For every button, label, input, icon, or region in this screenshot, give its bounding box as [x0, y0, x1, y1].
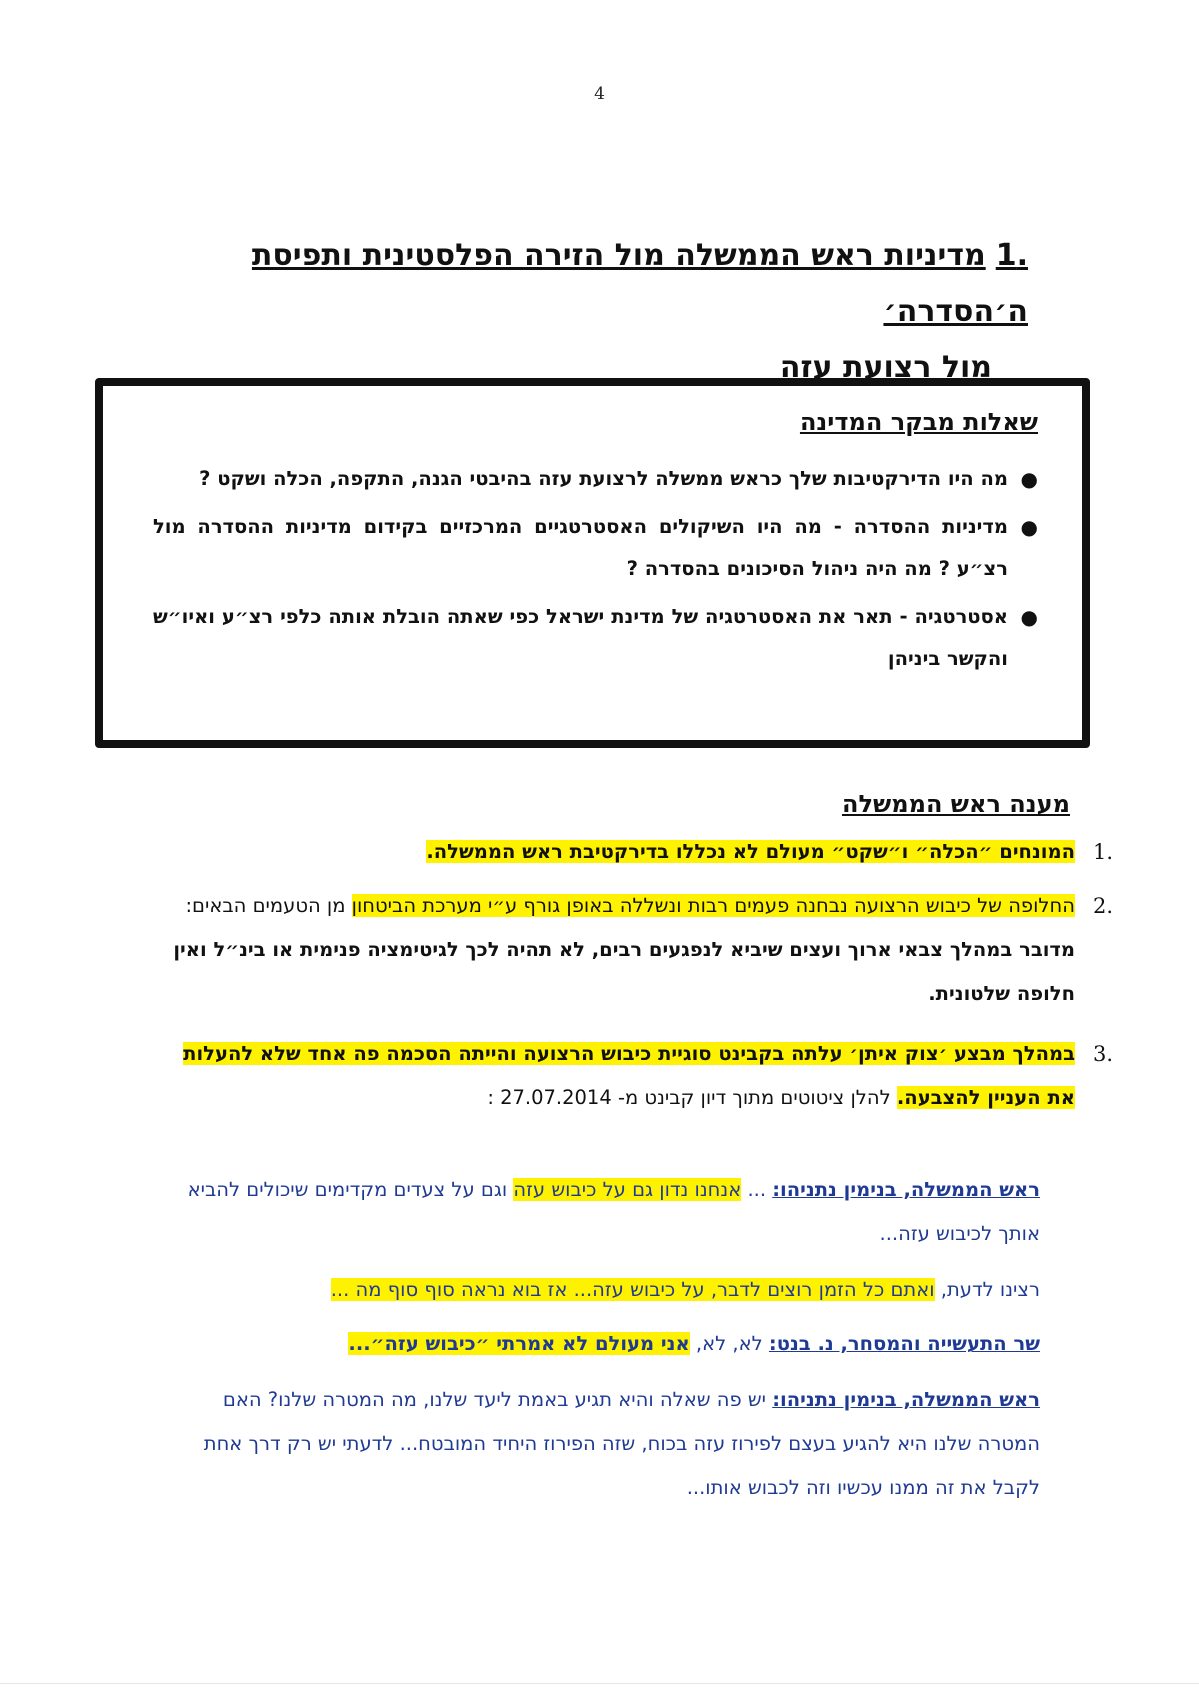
item-bold-text: מדובר במהלך צבאי ארוך ועצים שיביא לנפגעים רבים, לא תהיה לכך לגיטימציה פנימית או בינ״ל ואין חלופה שלטונית. [173, 938, 1075, 1005]
quote-speaker: ראש הממשלה, בנימין נתניהו: [772, 1388, 1040, 1411]
item-highlight-text: החלופה של כיבוש הרצועה נבחנה פעמים רבות ונשללה באופן גורף ע״י מערכת הביטחון [351, 894, 1075, 917]
item-number: .3 [1092, 1042, 1113, 1066]
section-heading [150, 228, 1028, 396]
questions-box [95, 378, 1090, 748]
question-text: מה היו הדירקטיבות שלך כראש ממשלה לרצועת עזה בהיבטי הגנה, התקפה, הכלה ושקט ? [199, 467, 1008, 490]
question-text: אסטרטגיה - תאר את האסטרטגיה של מדינת ישראל כפי שאתה הובלת אותה כלפי רצ״ע ואיו״ש והקשר ביניהן [153, 605, 1008, 670]
quote-highlight: אני מעולם לא אמרתי ״כיבוש עזה״... [348, 1332, 690, 1355]
response-title: מענה ראש הממשלה [842, 790, 1070, 818]
item-highlight-text: במהלך מבצע ׳צוק איתן׳ עלתה בקבינט סוגיית כיבוש הרצועה והייתה הסכמה פה אחד שלא להעלות את העניין להצבעה. [183, 1042, 1075, 1109]
quote-speaker: שר התעשייה והמסחר, נ. בנט: [768, 1332, 1040, 1355]
heading-line-1: מדיניות ראש הממשלה מול הזירה הפלסטינית ותפיסת ה׳הסדרה׳ [251, 238, 1028, 329]
item-text: המונחים ״הכלה״ ו״שקט״ מעולם לא נכללו בדירקטיבת ראש הממשלה. [426, 840, 1075, 863]
question-item [153, 458, 1038, 500]
heading-line-2: מול רצועת עזה [779, 350, 992, 385]
item-number: .2 [1092, 894, 1113, 918]
question-text: מדיניות ההסדרה - מה היו השיקולים האסטרטגיים המרכזיים בקידום מדיניות ההסדרה מול רצ״ע ? מה היה ניהול הסיכונים בהסדרה ? [153, 515, 1008, 580]
bullet-icon: ● [1020, 515, 1038, 539]
questions-list [153, 458, 1038, 680]
quote-text: וגם על צעדים מקדימים שיכולים להביא אותך לכיבוש עזה... [187, 1178, 1040, 1245]
bullet-icon: ● [1020, 467, 1038, 491]
quote-text: לא, לא, [695, 1332, 763, 1355]
quote-text: ... [747, 1178, 767, 1201]
quote-highlight: אנחנו נדון גם על כיבוש עזה [513, 1178, 742, 1201]
quote-3 [160, 1322, 1040, 1366]
bullet-icon: ● [1020, 605, 1038, 629]
quote-1 [160, 1168, 1040, 1256]
response-item-1 [160, 830, 1113, 874]
questions-box-title: שאלות מבקר המדינה [799, 408, 1038, 436]
page-number: 4 [594, 84, 605, 104]
quote-highlight: ואתם כל הזמן רוצים לדבר, על כיבוש עזה... אז בוא נראה סוף סוף מה ... [330, 1278, 935, 1301]
response-item-3 [160, 1032, 1113, 1120]
quote-2 [160, 1268, 1040, 1312]
quote-speaker: ראש הממשלה, בנימין נתניהו: [772, 1178, 1040, 1201]
page-bottom-rule [0, 1683, 1199, 1684]
response-item-2 [160, 884, 1113, 1016]
item-plain-text: להלן ציטוטים מתוך דיון קבינט מ- 27.07.2014 : [487, 1086, 891, 1109]
item-number: .1 [1092, 840, 1113, 864]
quote-text: רצינו לדעת, [940, 1278, 1040, 1301]
heading-number: .1 [995, 238, 1028, 273]
quote-text: יש פה שאלה והיא תגיע באמת ליעד שלנו, מה המטרה שלנו? האם המטרה שלנו היא להגיע בעצם לפירוז עזה בכוח, שזה הפירוז היחיד המובטח... לדעתי יש רק דרך אחת לקבל את זה ממנו עכשיו וזה לכבוש אותו... [203, 1388, 1040, 1499]
question-item [153, 596, 1038, 680]
quote-4 [160, 1378, 1040, 1510]
item-plain-text: מן הטעמים הבאים: [185, 894, 346, 917]
question-item [153, 506, 1038, 590]
